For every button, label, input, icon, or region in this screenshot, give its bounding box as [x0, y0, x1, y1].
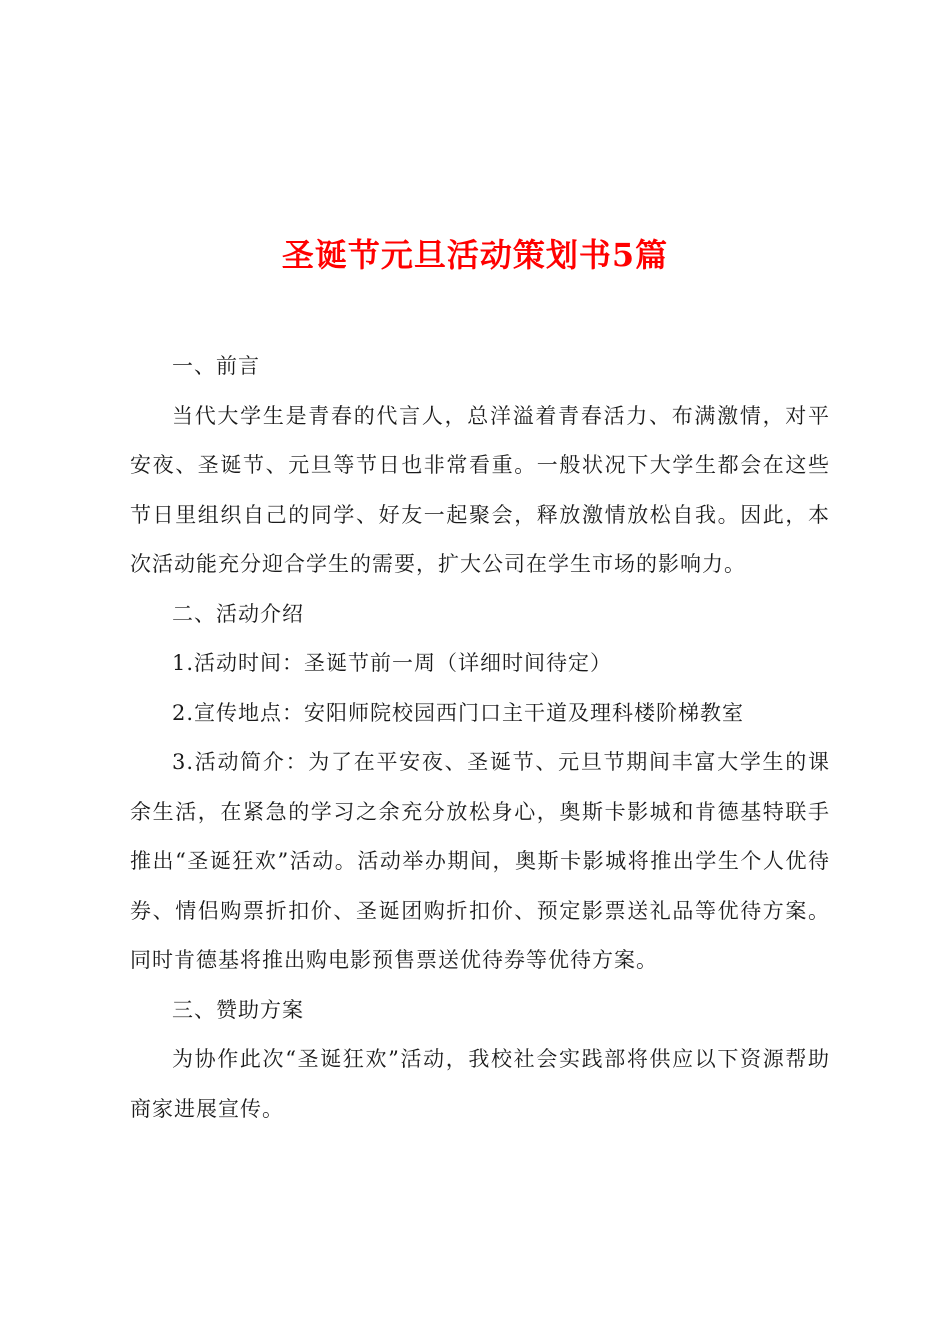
- list-item-activity-time: 1.活动时间：圣诞节前一周（详细时间待定）: [172, 651, 613, 675]
- paragraph-preface: 当代大学生是青春的代言人，总洋溢着青春活力、布满激情，对平安夜、圣诞节、元旦等节日也非常看重。一般状况下大学生都会在这些节日里组织自己的同学、好友一起聚会，释放激情放松自我。因此，本次活动能充分迎合学生的需要，扩大公司在学生市场的影响力。: [130, 403, 830, 576]
- section-heading-preface: 一、前言: [172, 354, 260, 378]
- document-body: [130, 342, 830, 1134]
- list-item-promotion-location: 2.宣传地点：安阳师院校园西门口主干道及理科楼阶梯教室: [172, 700, 745, 725]
- document-title: 圣诞节元旦活动策划书5篇: [281, 236, 669, 275]
- section-heading-activity-intro: 二、活动介绍: [172, 601, 304, 626]
- section-heading-sponsorship: 三、赞助方案: [172, 997, 304, 1022]
- list-item-activity-summary: 3.活动简介：为了在平安夜、圣诞节、元旦节期间丰富大学生的课余生活，在紧急的学习之余充分放松身心，奥斯卡影城和肯德基特联手推出“圣诞狂欢”活动。活动举办期间，奥斯卡影城将推出学生个人优待券、情侣购票折扣价、圣诞团购折扣价、预定影票送礼品等优待方案。同时肯德基将推出购电影预售票送优待券等优待方案。: [130, 750, 830, 972]
- paragraph-sponsorship: 为协作此次“圣诞狂欢”活动，我校社会实践部将供应以下资源帮助商家进展宣传。: [130, 1047, 830, 1121]
